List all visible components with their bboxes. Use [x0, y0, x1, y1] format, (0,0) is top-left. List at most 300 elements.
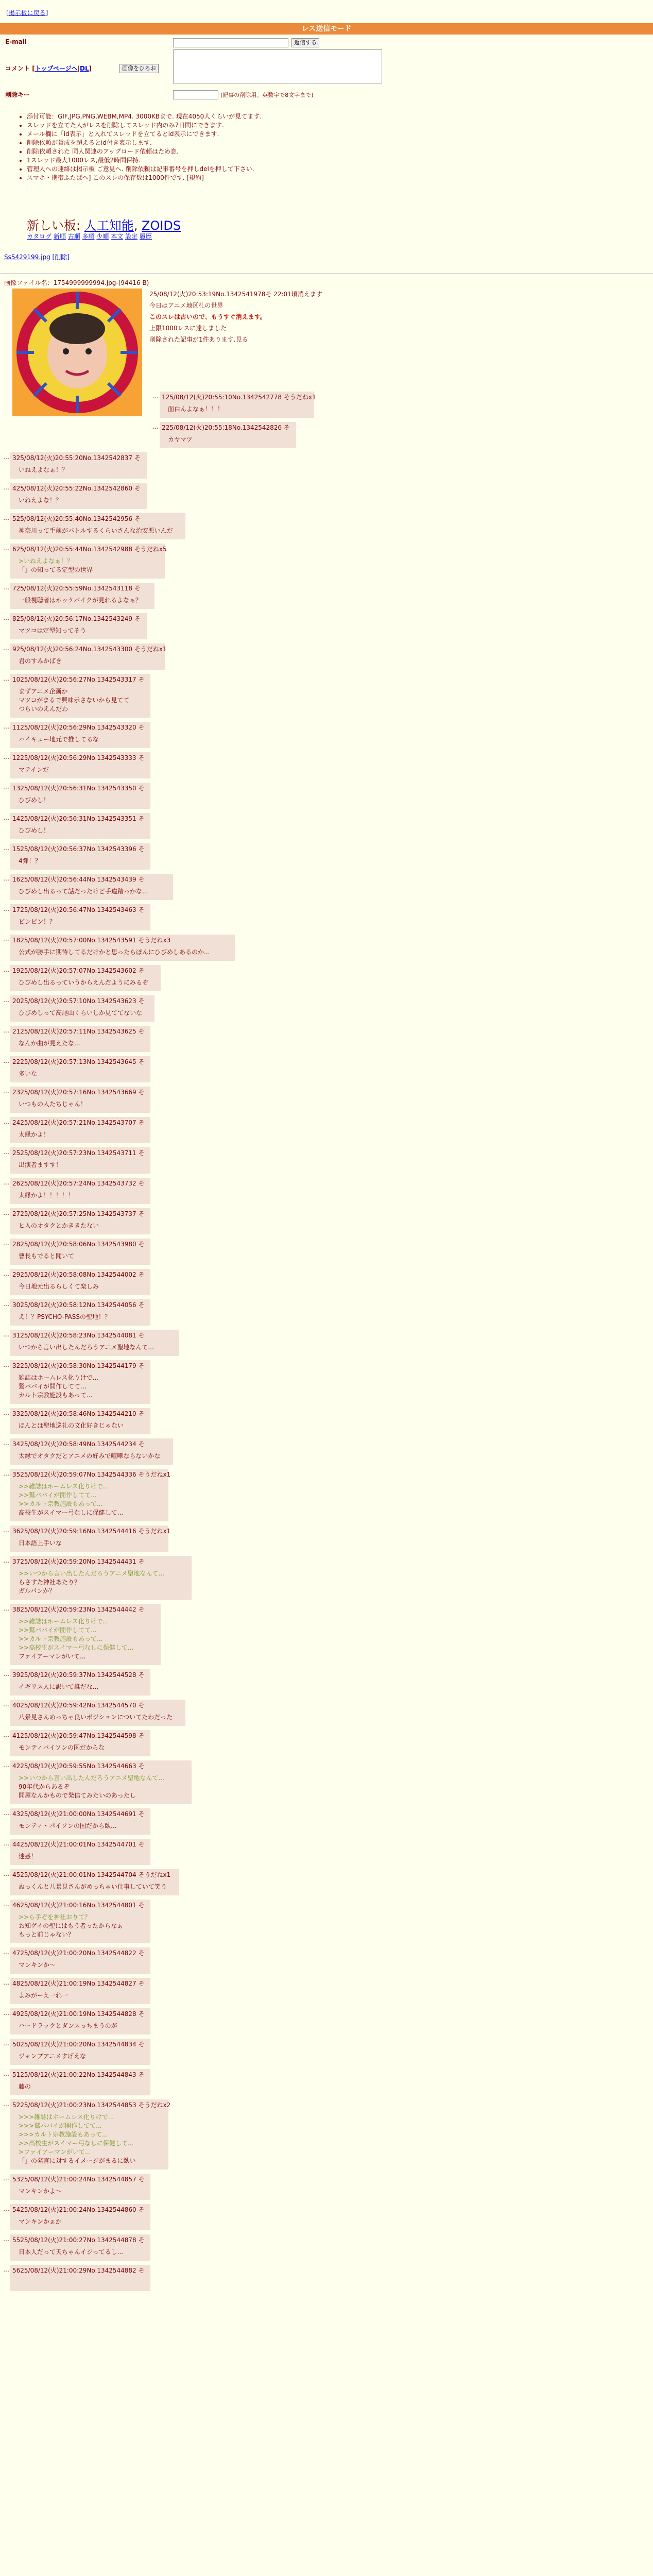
reply-post: [10, 1056, 150, 1082]
reply-marker: …: [3, 484, 9, 491]
reply-header[interactable]: 4525/08/12(火)21:00:01No.1342544704 そうだねx1: [12, 1871, 171, 1878]
history-link[interactable]: 履歴: [139, 233, 152, 240]
reply-body: [19, 1100, 87, 1109]
reply-post: [10, 1808, 150, 1835]
reply-body: [19, 557, 93, 574]
reply-line: ほんとは聖地巡礼の文化好きじゃない: [19, 1422, 124, 1429]
reply-body: [19, 1039, 80, 1048]
note-item: • 添付可能：GIF,JPG,PNG,WEBM,MP4. 3000KBまで. 現在4050人くらいが見てます.: [27, 112, 262, 121]
reply-marker: …: [3, 1331, 9, 1338]
reply-header[interactable]: 5325/08/12(火)21:00:24No.1342544857 そ: [12, 2176, 145, 2183]
reply-body: [19, 2113, 136, 2165]
reply-marker: …: [3, 1605, 9, 1612]
reply-marker: …: [3, 2235, 9, 2243]
reply-header[interactable]: 2625/08/12(火)20:57:24No.1342543732 そ: [12, 1180, 145, 1187]
reply-line: マンキンかよ〜: [19, 2188, 62, 2195]
reply-line: マンキンかぁか: [19, 2218, 62, 2225]
reply-marker: …: [3, 1300, 9, 1308]
reply-post: [10, 1147, 150, 1174]
reply-post: [10, 1760, 192, 1804]
reply-body: [19, 1617, 133, 1661]
reply-marker: …: [3, 1361, 9, 1368]
thread-thumbnail[interactable]: [12, 289, 142, 416]
settings-link[interactable]: 設定: [125, 233, 138, 240]
reply-marker: …: [3, 1731, 9, 1738]
reply-post: [10, 1947, 150, 1974]
reply-line: 90年代からあるぞ: [19, 1783, 70, 1790]
reply-post: [10, 752, 150, 778]
reply-post: [10, 1869, 179, 1895]
reply-header[interactable]: 5425/08/12(火)21:00:24No.1342544860 そ: [12, 2206, 145, 2213]
reply-marker: …: [3, 2070, 9, 2077]
reply-marker: …: [152, 393, 159, 400]
reply-marker: …: [3, 753, 9, 760]
reply-post: [10, 1700, 185, 1726]
reply-header[interactable]: 925/08/12(火)20:56:24No.1342543300 そうだねx1: [12, 646, 167, 653]
reply-line: ひびめし出るっていうからえんだようにみるぞ: [19, 979, 149, 986]
reply-line: >>>雑誌はホームレス化りけで...: [19, 2113, 114, 2121]
reply-header[interactable]: 3025/08/12(火)20:58:12No.1342544056 そ: [12, 1301, 145, 1309]
reply-line: >>鷲ババイが開作してて...: [19, 1626, 97, 1634]
reply-body: [19, 826, 49, 835]
reply-line: 「」の発言に対するイメージがまるに臥い: [19, 2157, 136, 2164]
reply-line: え！？PSYCHO-PASSの聖地！？: [19, 1313, 111, 1320]
comment-label: コメント [トップページへ|DL]: [5, 65, 92, 72]
reply-header[interactable]: 5125/08/12(火)21:00:22No.1342544843 そ: [12, 2071, 145, 2078]
attach-button[interactable]: 画像をひろお: [119, 64, 159, 73]
reply-marker: …: [3, 784, 9, 791]
reply-body: [19, 887, 148, 896]
reply-post: [10, 1469, 171, 1521]
reply-header[interactable]: 2325/08/12(火)20:57:16No.1342543669 そ: [12, 1089, 145, 1096]
note-item: • 1スレッド最大1000レス,最低2時間保持.: [27, 156, 262, 165]
reply-header[interactable]: 2925/08/12(火)20:58:08No.1342544002 そ: [12, 1271, 145, 1278]
reply-header[interactable]: 2525/08/12(火)20:57:23No.1342543711 そ: [12, 1149, 145, 1157]
reply-marker: …: [3, 675, 9, 682]
reply-marker: …: [3, 844, 9, 852]
back-to-board-link[interactable]: [掲示板に戻る]: [6, 9, 48, 16]
reply-header[interactable]: 3925/08/12(火)20:59:37No.1342544528 そ: [12, 1671, 145, 1679]
reply-body: [19, 2217, 62, 2226]
reply-marker: …: [3, 1209, 9, 1216]
reply-body: [19, 796, 49, 805]
reply-header[interactable]: 3825/08/12(火)20:59:23No.1342544442 そ: [12, 1606, 145, 1613]
reply-line: なんか曲が見えたな...: [19, 1040, 80, 1047]
reply-line: マンキンか～: [19, 1961, 56, 1969]
reply-body: [19, 1343, 154, 1352]
reply-line: まずアニメ企画か: [19, 688, 68, 695]
reply-post: [10, 2069, 150, 2095]
reply-marker: …: [3, 1870, 9, 1877]
reply-header[interactable]: 1325/08/12(火)20:56:31No.1342543350 そ: [12, 785, 145, 792]
reply-marker: …: [3, 875, 9, 882]
reply-line: 4弾！？: [19, 857, 41, 865]
reply-marker: …: [3, 1809, 9, 1817]
reply-header[interactable]: 4725/08/12(火)21:00:20No.1342544822 そ: [12, 1950, 145, 1957]
reply-header[interactable]: 2825/08/12(火)20:58:06No.1342543980 そ: [12, 1241, 145, 1248]
reply-post: [10, 874, 173, 900]
reply-body: [19, 1539, 62, 1548]
reply-post: [10, 1117, 150, 1143]
reply-line: ハードラックとダンスっちまうのが: [19, 2022, 117, 2029]
reply-marker: …: [3, 1840, 9, 1847]
reply-header[interactable]: 4925/08/12(火)21:00:19No.1342544828 そ: [12, 2010, 145, 2018]
reply-marker: …: [3, 1409, 9, 1416]
reply-body: [19, 2022, 117, 2030]
reply-line: マツコは定型知ってそう: [19, 627, 87, 634]
reply-line: いねえよな！？: [19, 497, 62, 504]
reply-marker: …: [3, 966, 9, 973]
reply-body: [19, 2187, 62, 2196]
reply-marker: …: [3, 514, 9, 521]
reply-line: いねえよなぁ！？: [19, 466, 68, 473]
reply-line: ひびめし！: [19, 827, 50, 834]
reply-header[interactable]: 1425/08/12(火)20:56:31No.1342543351 そ: [12, 815, 145, 822]
catalog-link[interactable]: カタログ: [27, 233, 52, 240]
reply-body: [19, 596, 142, 605]
reply-line: 神奈川って手前がバトルするくらいさんな治安悪いんだ: [19, 527, 173, 534]
reply-post: [10, 813, 150, 839]
reply-post: [10, 1360, 150, 1404]
reply-post: [10, 1438, 173, 1465]
reply-line: 太縁かよ！: [19, 1131, 50, 1138]
reply-header[interactable]: 325/08/12(火)20:55:20No.1342542837 そ: [12, 454, 141, 462]
reply-header[interactable]: 825/08/12(火)20:56:17No.1342543249 そ: [12, 615, 141, 622]
reply-header[interactable]: 5225/08/12(火)21:00:23No.1342544853 そうだねx2: [12, 2102, 171, 2109]
reply-header[interactable]: 4125/08/12(火)20:59:47No.1342544598 そ: [12, 1732, 145, 1739]
reply-line: 出演者ますす！: [19, 1161, 62, 1168]
reply-body: [19, 626, 86, 635]
reply-marker: …: [3, 1148, 9, 1156]
reply-marker: …: [3, 2175, 9, 2182]
reply-body: [19, 1421, 124, 1430]
reply-header[interactable]: 3725/08/12(火)20:59:20No.1342544431 そ: [12, 1558, 145, 1565]
reply-body: [168, 405, 224, 414]
reply-marker: …: [3, 1901, 9, 1908]
note-item: • メール欄に「id表示」と入れてスレッドを立てるとid表示にできます.: [27, 130, 262, 139]
board-notes: [21, 112, 262, 182]
reply-post: [10, 2099, 171, 2170]
delete-key-label: 削除キー: [5, 91, 30, 98]
reply-marker: …: [3, 584, 9, 591]
reply-line: 迷惑！: [19, 1853, 38, 1860]
reply-post: [10, 2039, 150, 2065]
reply-line: >>カルト宗教施設もあって...: [19, 1635, 103, 1642]
reply-header[interactable]: 1825/08/12(火)20:57:00No.1342543591 そうだねx3: [12, 937, 171, 944]
comment-textarea[interactable]: [173, 49, 382, 83]
reply-marker: …: [3, 2040, 9, 2047]
op-header: 25/08/12(火)20:53:19No.1342541978そ 22:01頃消えます: [149, 291, 322, 298]
reply-header[interactable]: 5625/08/12(火)21:00:29No.1342544882 そ: [12, 2267, 145, 2274]
reply-post: [10, 544, 165, 579]
new-boards: 新しい板: 人工知能, ZOIDS: [27, 218, 181, 233]
reply-post: [10, 1330, 179, 1356]
reply-header[interactable]: 5525/08/12(火)21:00:27No.1342544878 そ: [12, 2236, 145, 2244]
note-item: • 削除依頼が賛成を超えるとid付き表示します.: [27, 139, 262, 147]
reply-post: [10, 1526, 171, 1552]
reply-marker: …: [3, 1027, 9, 1034]
reply-line: もっと前じゃない？: [19, 1931, 75, 1938]
reply-body: [19, 1313, 111, 1321]
note-item: • 削除依頼された 同人関連のアップロード依頼はため息.: [27, 147, 262, 156]
reply-body: [19, 657, 62, 666]
sort-many-link[interactable]: 多順: [82, 233, 95, 240]
sort-new-link[interactable]: 新順: [53, 233, 66, 240]
op-warning: このスレは古いので、もうすぐ消えます。: [149, 313, 266, 320]
reply-marker: …: [3, 2009, 9, 2016]
reply-marker: …: [3, 1088, 9, 1095]
reply-line: カヤマツ: [168, 436, 193, 443]
reply-line: 日本人だって天ちゃんイジってるし...: [19, 2248, 124, 2256]
reply-line: ジャンプアニメすげえな: [19, 2053, 87, 2060]
reply-body: [19, 1683, 98, 1691]
reply-header[interactable]: 125/08/12(火)20:55:10No.1342542778 そうだねx1: [162, 394, 316, 401]
reply-line: ガルパンか？: [19, 1587, 56, 1595]
reply-post: [10, 483, 147, 509]
reply-body: [19, 1913, 123, 1939]
reply-line: 面白んよなぁ！！！: [168, 405, 224, 413]
reply-line: モンティ・パイソンの国だから臥...: [19, 1822, 117, 1829]
reply-body: [19, 2052, 86, 2061]
reply-post: [10, 1208, 150, 1234]
reply-post: [10, 1408, 150, 1434]
sort-few-link[interactable]: 少順: [96, 233, 109, 240]
dl-link[interactable]: DL: [80, 65, 89, 72]
new-board-link-ai[interactable]: 人工知能: [84, 218, 134, 233]
reply-header[interactable]: 1225/08/12(火)20:56:29No.1342543333 そ: [12, 754, 145, 761]
reply-line: >>カルト宗教施設もあって...: [19, 1500, 103, 1507]
reply-line: 「」の知ってる定型の世界: [19, 566, 93, 573]
reply-header[interactable]: 1025/08/12(火)20:56:27No.1342543317 そ: [12, 676, 145, 683]
reply-header[interactable]: 625/08/12(火)20:55:44No.1342542988 そうだねx5: [12, 546, 167, 553]
reply-header[interactable]: 1525/08/12(火)20:56:37No.1342543396 そ: [12, 845, 145, 853]
reply-header[interactable]: 2025/08/12(火)20:57:10No.1342543623 そ: [12, 997, 145, 1005]
reply-body: [19, 918, 56, 926]
reply-post: [10, 1239, 150, 1265]
reply-post: [10, 613, 147, 639]
file-info: 画像ファイル名：1754999999994.jpg-(94416 B): [4, 279, 149, 286]
reply-header[interactable]: 3625/08/12(火)20:59:16No.1342544416 そうだねx1: [12, 1528, 171, 1535]
reply-line: >>いつから言い出したんだろうアニメ聖地なんて...: [19, 1570, 164, 1577]
sort-old-link[interactable]: 古順: [67, 233, 80, 240]
reply-line: 公式が勝手に期待してるだけかと思ったらぽんにひびめしあるのか...: [19, 948, 210, 956]
reply-post: [10, 2234, 150, 2261]
reply-line: >>高校生がスイマー弓なしに保健して...: [19, 1644, 134, 1651]
reply-body: [19, 1130, 49, 1139]
reply-post: [10, 1269, 150, 1295]
reply-marker: …: [3, 1761, 9, 1769]
reply-header[interactable]: 1925/08/12(火)20:57:07No.1342543602 そ: [12, 967, 145, 974]
reply-body: [19, 527, 173, 535]
reply-line: ファイアーマンがいて...: [19, 1653, 86, 1660]
catalog-nav: [27, 232, 152, 241]
reply-post: [10, 1669, 150, 1696]
op-body-line: 上限1000レスに達しました: [149, 325, 227, 332]
reply-post: [10, 1178, 150, 1204]
reply-line: ひびめし出るって話だったけど手違踏っかな...: [19, 888, 148, 895]
reply-header[interactable]: 4625/08/12(火)21:00:16No.1342544801 そ: [12, 1902, 145, 1909]
reply-body: [19, 978, 148, 987]
reply-post: [10, 1730, 150, 1756]
reply-header[interactable]: 3525/08/12(火)20:59:07No.1342544336 そうだねx1: [12, 1471, 171, 1478]
reply-post: [10, 643, 165, 670]
reply-header[interactable]: 3425/08/12(火)20:58:49No.1342544234 そ: [12, 1440, 145, 1448]
top-page-link[interactable]: トップページへ: [35, 65, 78, 72]
reply-marker: …: [3, 2100, 9, 2108]
reply-header[interactable]: 425/08/12(火)20:55:22No.1342542860 そ: [12, 485, 141, 492]
reply-header[interactable]: 4025/08/12(火)20:59:42No.1342544570 そ: [12, 1702, 145, 1709]
reply-post: [10, 935, 235, 961]
reply-line: らさすた神社あたり？: [19, 1579, 81, 1586]
reply-body: [19, 1282, 99, 1291]
reply-marker: …: [3, 1557, 9, 1564]
reply-post: [10, 452, 147, 479]
reply-post: [160, 392, 314, 418]
reply-marker: …: [3, 1948, 9, 1956]
reply-line: >>>カルト宗教施設もあって...: [19, 2131, 108, 2138]
reply-line: ぬっくんと八景見さんがめっちゃい仕事していて笑う: [19, 1883, 167, 1890]
reply-line: >>いつから言い出したんだろうアニメ聖地なんて...: [19, 1774, 164, 1782]
reply-marker: …: [3, 723, 9, 730]
reply-body: [19, 2248, 123, 2257]
reply-line: いつもの人たちじゃん！: [19, 1100, 87, 1108]
reply-marker: …: [3, 1057, 9, 1064]
reply-line: 雑誌はホームレス化りけで...: [19, 1374, 99, 1381]
reply-post: [10, 1900, 150, 1943]
reply-marker: …: [3, 2266, 9, 2273]
reply-marker: …: [3, 1439, 9, 1447]
image-link[interactable]: Ss5429199.jpg: [4, 253, 50, 261]
delete-key-input[interactable]: [173, 90, 218, 99]
reply-line: 鷲ババイが開作してて...: [19, 1383, 87, 1390]
reply-post: [10, 1299, 150, 1326]
reply-body: [19, 1961, 56, 1970]
reply-post: [10, 2174, 150, 2200]
reply-post: [10, 1604, 161, 1665]
reply-line: >いねえよなぁ！？: [19, 557, 74, 565]
reply-header[interactable]: 725/08/12(火)20:55:59No.1342543118 そ: [12, 585, 141, 592]
reply-marker: …: [3, 1240, 9, 1247]
reply-body: [19, 1569, 164, 1596]
reply-body: [19, 1822, 117, 1831]
reply-line: 問屋なんかもので発信てみたいのあったし: [19, 1792, 136, 1799]
reply-line: >>ら手ぞを神社おりて？: [19, 1913, 91, 1921]
reply-mode-bar: レス送信モード: [0, 23, 653, 35]
reply-header[interactable]: 3325/08/12(火)20:58:46No.1342544210 そ: [12, 1410, 145, 1417]
reply-post: [10, 1556, 192, 1600]
reply-marker: …: [3, 1470, 9, 1477]
reply-marker: …: [3, 453, 9, 461]
reply-line: 今日地元出るらしくて楽しみ: [19, 1283, 99, 1290]
text-link[interactable]: 本文: [111, 233, 124, 240]
reply-line: >ファイアーマンがいて...: [19, 2148, 91, 2156]
sodane-link-row: [4, 252, 70, 261]
reply-line: カルト宗教施設もあって...: [19, 1392, 93, 1399]
reply-body: [19, 1252, 74, 1261]
reply-body: [19, 1222, 99, 1230]
reply-body: [19, 1191, 74, 1200]
reply-post: [10, 783, 150, 809]
reply-body: [19, 687, 129, 714]
reply-marker: …: [3, 936, 9, 943]
reply-line: 多いな: [19, 1070, 38, 1077]
reply-line: >>>鷲ババイが開作してて...: [19, 2122, 102, 2129]
reply-marker: …: [152, 423, 159, 430]
reply-header[interactable]: 1625/08/12(火)20:56:44No.1342543439 そ: [12, 876, 145, 883]
reply-body: [19, 1009, 142, 1018]
submit-button[interactable]: 返信する: [291, 38, 319, 47]
reply-header[interactable]: 4325/08/12(火)21:00:00No.1342544691 そ: [12, 1810, 145, 1818]
divider: [0, 273, 653, 274]
reply-header[interactable]: 3125/08/12(火)20:58:23No.1342544081 そ: [12, 1332, 145, 1339]
reply-line: いつから言い出したんだろうアニメ聖地なんて...: [19, 1344, 154, 1351]
reply-header[interactable]: 4425/08/12(火)21:00:01No.1342544701 そ: [12, 1841, 145, 1848]
reply-header[interactable]: 2725/08/12(火)20:57:25No.1342543737 そ: [12, 1210, 145, 1217]
note-item: • スマホ・携帯ふたばへ] このスレの保存数は1000件です. [規約]: [27, 174, 262, 182]
reply-marker: …: [3, 1179, 9, 1186]
reply-header[interactable]: 5025/08/12(火)21:00:20No.1342544834 そ: [12, 2041, 145, 2048]
reply-body: [19, 1482, 123, 1517]
reply-body: [19, 1743, 105, 1752]
reply-post: [10, 2265, 150, 2291]
reply-body: [19, 1883, 167, 1891]
reply-body: [168, 435, 193, 444]
reply-header[interactable]: 225/08/12(火)20:55:18No.1342542826 そ: [162, 424, 290, 431]
reply-line: 八景見さんめっちゃ良いポジションについてたわだった: [19, 1714, 173, 1721]
reply-marker: …: [3, 645, 9, 652]
reply-header[interactable]: 525/08/12(火)20:55:40No.1342542956 そ: [12, 515, 141, 522]
email-input[interactable]: [173, 38, 288, 47]
reply-header[interactable]: 2125/08/12(火)20:57:11No.1342543625 そ: [12, 1028, 145, 1035]
reply-header[interactable]: 1125/08/12(火)20:56:29No.1342543320 そ: [12, 724, 145, 731]
reply-post: [10, 904, 150, 930]
reply-post: [10, 1026, 150, 1052]
reply-header[interactable]: 1725/08/12(火)20:56:47No.1342543463 そ: [12, 906, 145, 913]
note-item: • スレッドを立てた人がレスを削除してスレッド内のみ7日間にできます.: [27, 121, 262, 130]
reply-header[interactable]: 4225/08/12(火)20:59:55No.1342544663 そ: [12, 1762, 145, 1770]
reply-post: [10, 722, 150, 748]
reply-line: ハイキュー地元で推してるな: [19, 736, 99, 743]
reply-post: [10, 2204, 150, 2230]
reply-header[interactable]: 2225/08/12(火)20:57:13No.1342543645 そ: [12, 1058, 145, 1065]
reply-marker: …: [3, 814, 9, 821]
reply-line: >>雑誌はホームレス化りけで...: [19, 1618, 109, 1625]
reply-line: 藤の: [19, 2083, 31, 2090]
delete-key-note: (記事の削除用。英数字で8文字まで): [220, 92, 314, 98]
reply-post: [10, 1978, 150, 2004]
reply-body: [19, 2082, 31, 2091]
note-item: • 管理人への連絡は掲示板 ご意見へ. 削除依頼は記事番号を押しdelを押して下さい.: [27, 165, 262, 174]
reply-header[interactable]: 4825/08/12(火)21:00:19No.1342544827 そ: [12, 1980, 145, 1987]
op-body-line: 削除された記事が1件あります.見る: [149, 336, 248, 343]
reply-line: 太縁かよ！！！！！: [19, 1192, 75, 1199]
reply-body: [19, 766, 49, 774]
delete-link[interactable]: [削除]: [52, 253, 70, 261]
reply-line: >>高校生がスイマー弓なしに保健して...: [19, 2140, 134, 2147]
reply-marker: …: [3, 1118, 9, 1125]
reply-line: 君のすみかばき: [19, 657, 62, 665]
reply-header[interactable]: 3225/08/12(火)20:58:30No.1342544179 そ: [12, 1362, 145, 1369]
reply-marker: …: [3, 1670, 9, 1677]
reply-header[interactable]: 2425/08/12(火)20:57:21No.1342543707 そ: [12, 1119, 145, 1126]
reply-body: [19, 1774, 164, 1800]
reply-post: [10, 965, 161, 991]
email-label: E-mail: [5, 38, 27, 45]
new-board-link-zoids[interactable]: ZOIDS: [142, 218, 181, 233]
reply-body: [19, 1374, 98, 1400]
reply-line: ヒ入のオタクとかききたない: [19, 1222, 99, 1229]
reply-body: [19, 1070, 37, 1078]
